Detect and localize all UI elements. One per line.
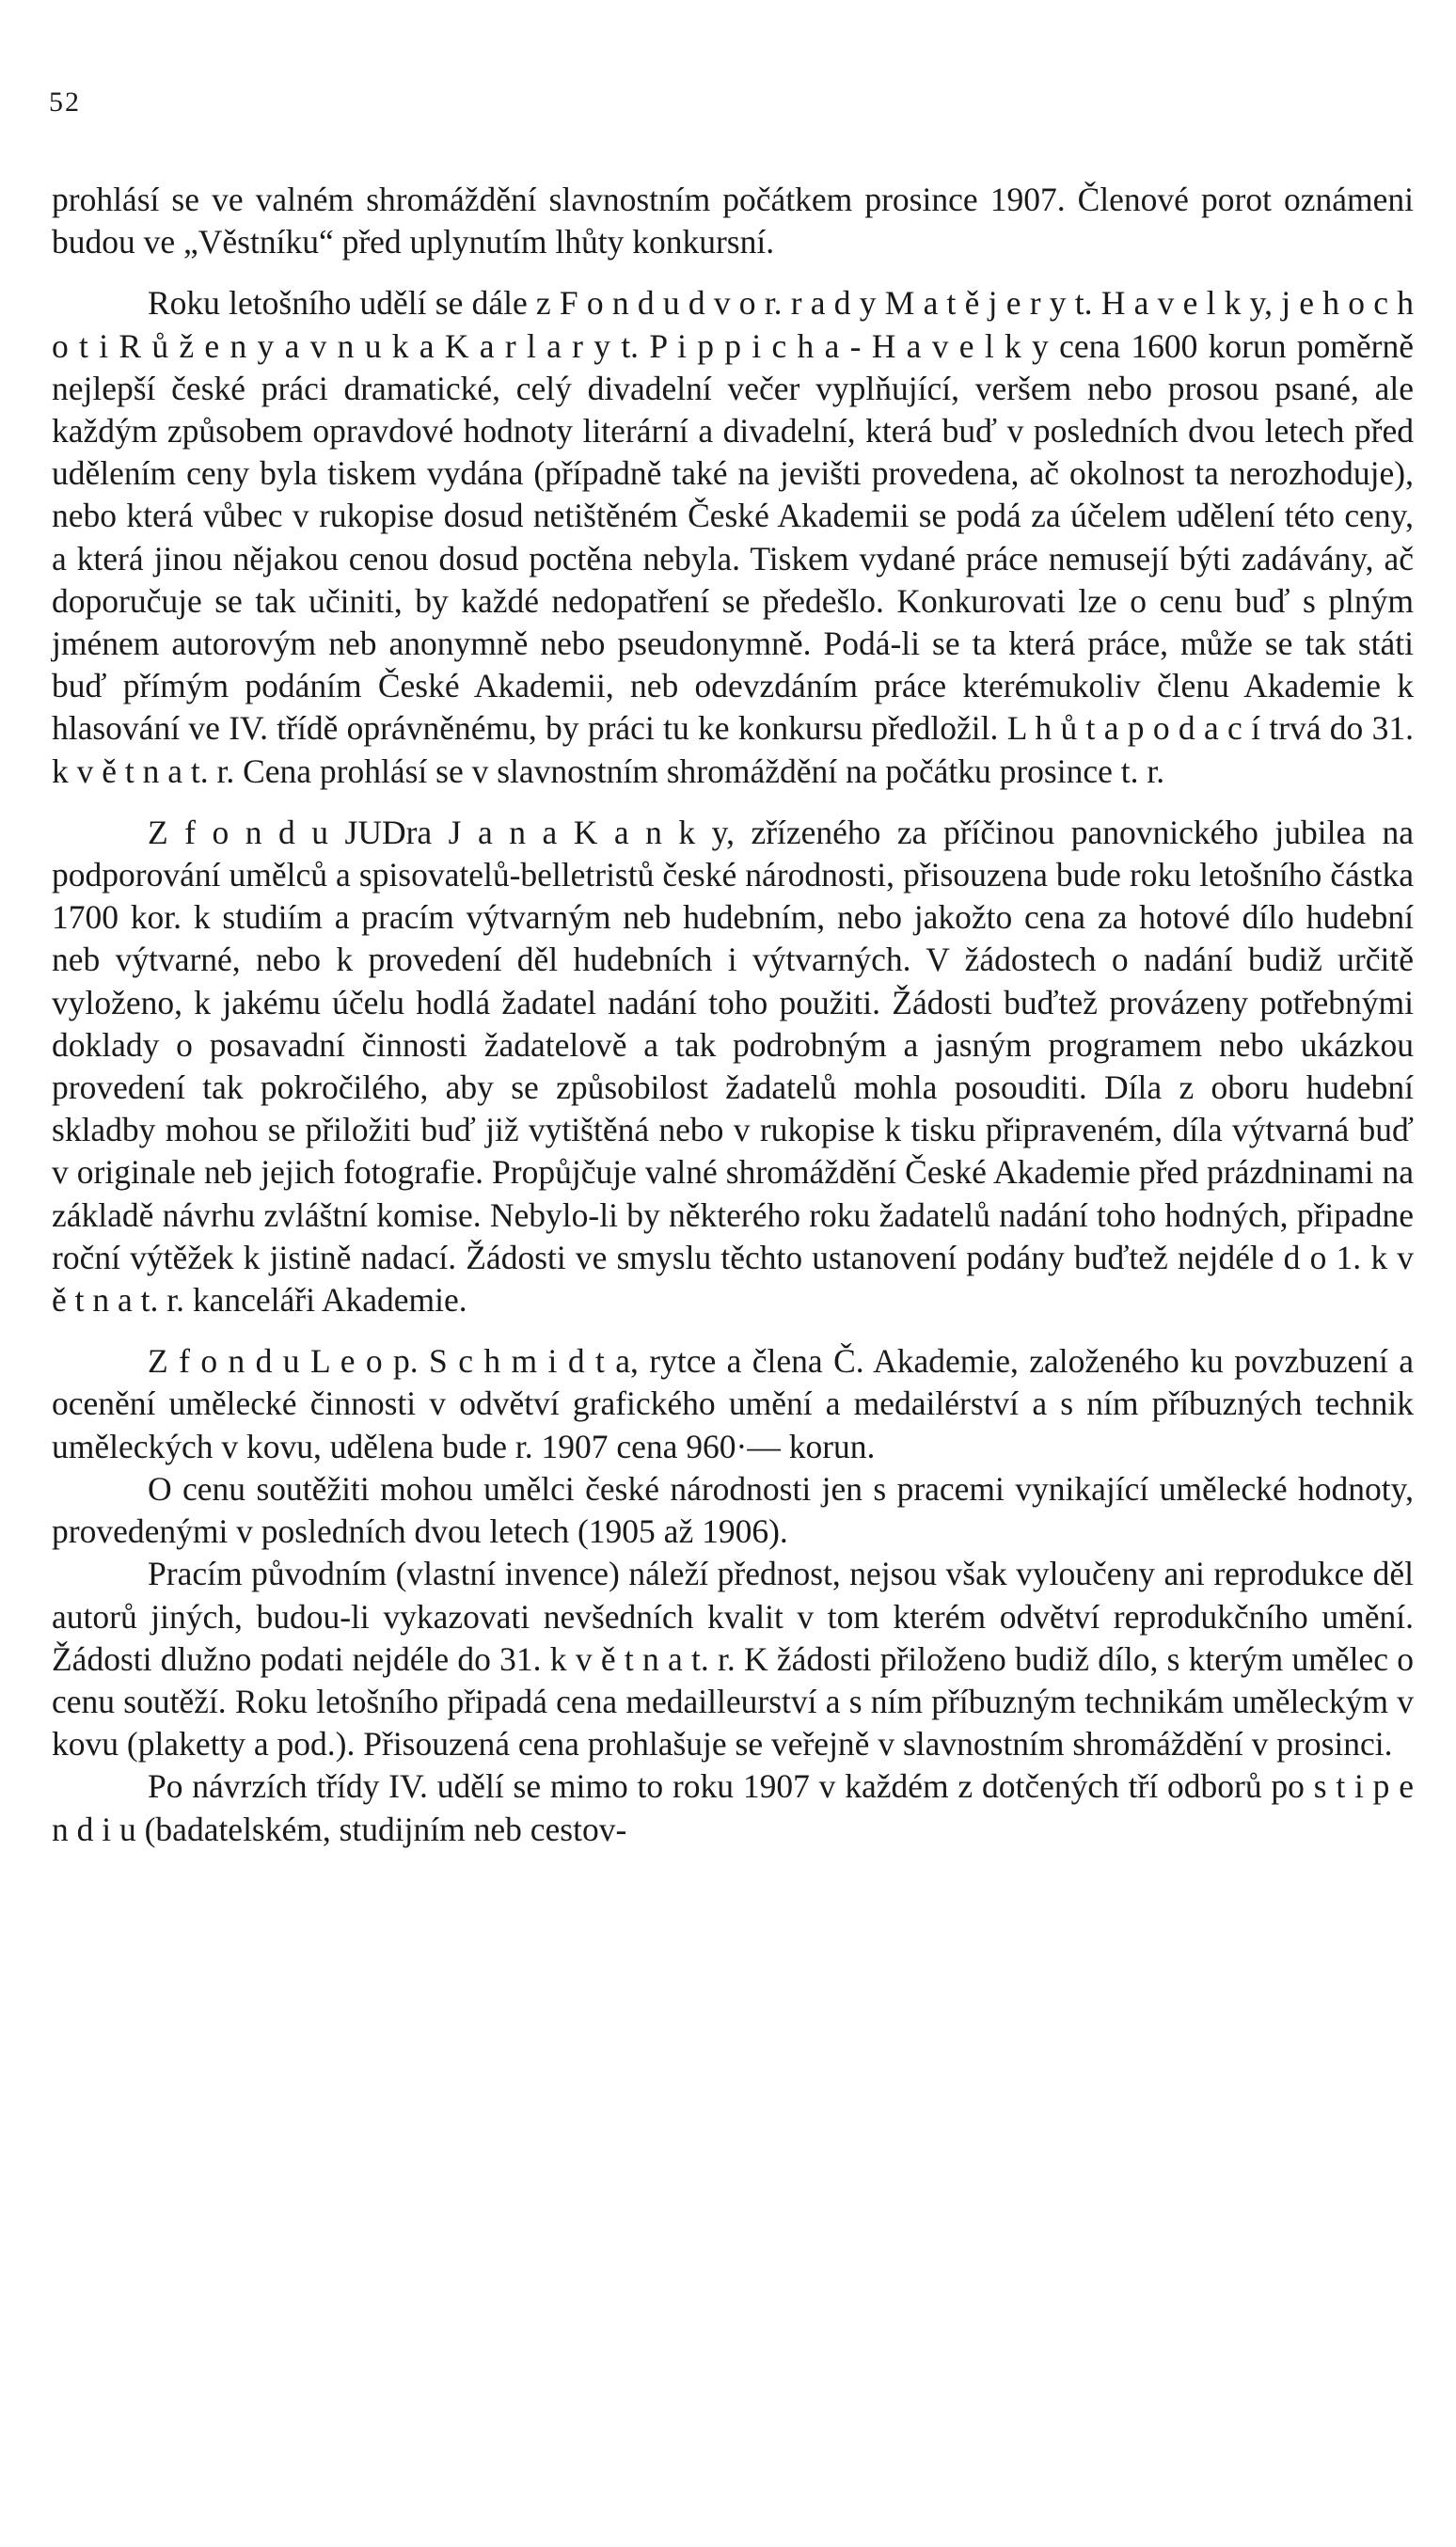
- paragraph-5: O cenu soutěžiti mohou umělci české národnosti jen s pracemi vynikající umělecké hodnoty, provedenými v posledních dvou letech (1905 až 1906).: [52, 1469, 1414, 1551]
- page-number: 52: [49, 87, 81, 118]
- paragraph-2: Roku letošního udělí se dále z F o n d u d v o r. r a d y M a t ě j e r y t. H a v e l k y, j e h o c h o t i R ů ž e n y a v n u k a K a r l a r y t. P i p p i c h a - H a v e l k y cena 1600 korun poměrně nejlepší české práci dramatické, celý divadelní večer vyplňující, veršem nebo prosou psané, ale každým způsobem opravdové hodnoty literární a divadelní, která buď v posledních dvou letech před udělením ceny byla tiskem vydána (případně také na jevišti provedena, ač okolnost ta nerozhoduje), nebo která vůbec v rukopise dosud netištěném České Akademii se podá za účelem udělení této ceny, a která jinou nějakou cenou dosud poctěna nebyla. Tiskem vydané práce nemusejí býti zadávány, ač doporučuje se tak učiniti, by každé nedopatření se předešlo. Konkurovati lze o cenu buď s plným jménem autorovým neb anonymně nebo pseudonymně. Podá-li se ta která práce, může se tak státi buď přímým podáním České Akademii, neb odevzdáním práce kterémukoliv členu Akademie k hlasování ve IV. třídě oprávněnému, by práci tu ke konkursu předložil. L h ů t a p o d a c í trvá do 31. k v ě t n a t. r. Cena prohlásí se v slavnostním shromáždění na počátku prosince t. r.: [52, 284, 1414, 790]
- paragraph-6: Pracím původním (vlastní invence) náleží přednost, nejsou však vyloučeny ani reprodukce děl autorů jiných, budou-li vykazovati nevšedních kvalit v tom kterém odvětví reprodukčního umění. Žádosti dlužno podati nejdéle do 31. k v ě t n a t. r. K žádosti přiloženo budiž dílo, s kterým umělec o cenu soutěží. Roku letošního připadá cena medailleurství a s ním příbuzným technikám uměleckým v kovu (plaketty a pod.). Přisouzená cena prohlašuje se veřejně v slavnostním shromáždění v prosinci.: [52, 1555, 1414, 1764]
- paragraph-1: prohlásí se ve valném shromáždění slavnostním počátkem prosince 1907. Členové porot oznámeni budou ve „Věstníku“ před uplynutím lhůty konkursní.: [52, 181, 1414, 261]
- paragraph-4: Z f o n d u L e o p. S c h m i d t a, rytce a člena Č. Akademie, založeného ku povzbuzení a ocenění umělecké činnosti v odvětví grafického umění a medailérství a s ním příbuzných technik uměleckých v kovu, udělena bude r. 1907 cena 960·— korun.: [52, 1342, 1414, 1465]
- paragraph-7: Po návrzích třídy IV. udělí se mimo to roku 1907 v každém z dotčených tří odborů po s t i p e n d i u (badatelském, studijním neb cestov-: [52, 1767, 1414, 1848]
- document-body: [52, 179, 1414, 1851]
- paragraph-3: Z f o n d u JUDra J a n a K a n k y, zřízeného za příčinou panovnického jubilea na podporování umělců a spisovatelů-belletristů české národnosti, přisouzena bude roku letošního částka 1700 kor. k studiím a pracím výtvarným neb hudebním, nebo jakožto cena za hotové dílo hudební neb výtvarné, nebo k provedení děl hudebních i výtvarných. V žádostech o nadání budiž určitě vyloženo, k jakému účelu hodlá žadatel nadání toho použiti. Žádosti buďtež provázeny potřebnými doklady o posavadní činnosti žadatelově a tak podrobným a jasným programem nebo ukázkou provedení tak pokročilého, aby se způsobilost žadatelů mohla posouditi. Díla z oboru hudební skladby mohou se přiložiti buď již vytištěná nebo v rukopise k tisku připraveném, díla výtvarná buď v originale neb jejich fotografie. Propůjčuje valné shromáždění České Akademie před prázdninami na základě návrhu zvláštní komise. Nebylo-li by některého roku žadatelů nadání toho hodných, připadne roční výtěžek k jistině nadací. Žádosti ve smyslu těchto ustanovení podány buďtež nejdéle d o 1. k v ě t n a t. r. kanceláři Akademie.: [52, 813, 1414, 1320]
